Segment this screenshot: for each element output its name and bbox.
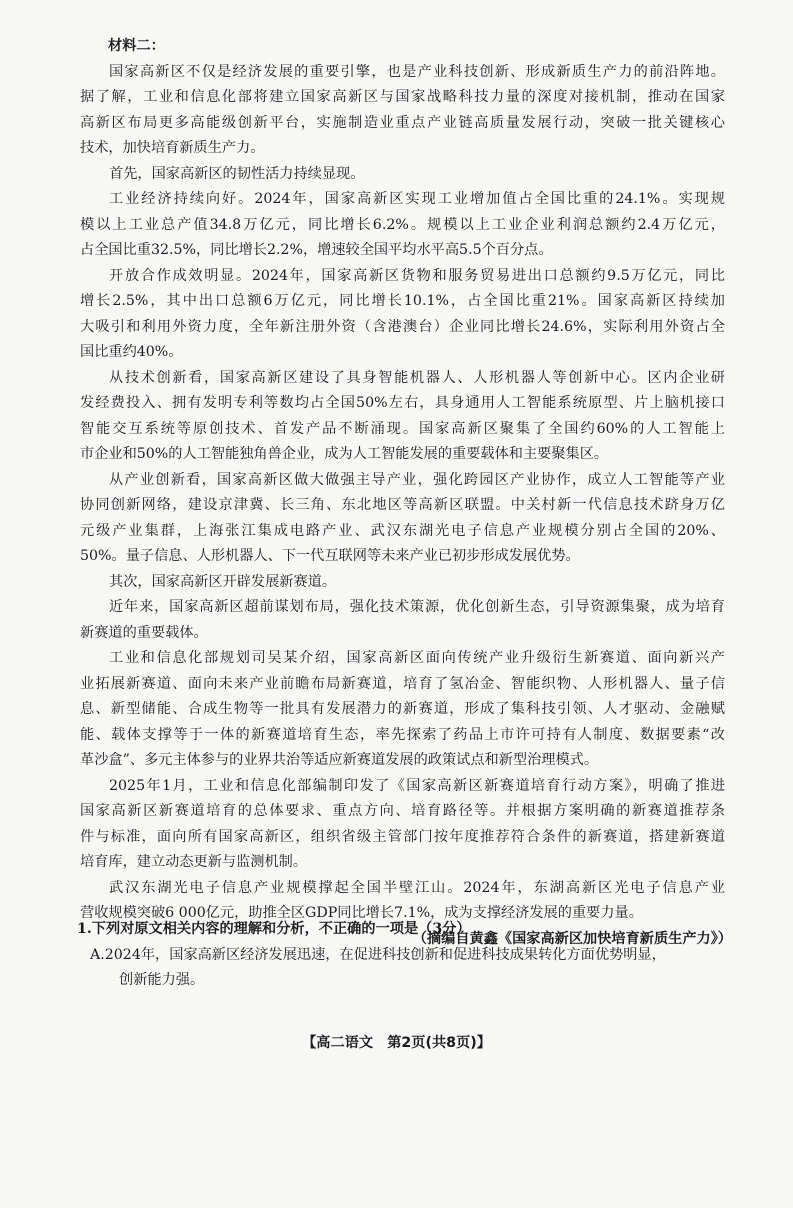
- text-line: 占全国比重32.5%，同比增长2.2%，增速较全国平均水平高5.5个百分点。: [80, 242, 553, 258]
- text-line: 大吸引和利用外资力度，全年新注册外资（含港澳台）企业同比增长24.6%，实际利用外资占全: [80, 318, 725, 335]
- page-footer: 【高二语文 第2页(共8页)】: [302, 1035, 491, 1051]
- text-line: 协同创新网络，建设京津冀、长三角、东北地区等高新区联盟。中关村新一代信息技术跻身万亿: [80, 497, 725, 513]
- text-line: 发经费投入、拥有发明专利等数均占全国50%左右，具身通用人工智能系统原型、片上脑机接口: [80, 395, 725, 411]
- text-line: 开放合作成效明显。2024年，国家高新区货物和服务贸易进出口总额约9.5万亿元，同比: [109, 267, 725, 284]
- text-line: 营收规模突破6 000亿元，助推全区GDP同比增长7.1%，成为支撑经济发展的重要力量。: [80, 905, 643, 921]
- option-a: A.2024年，国家高新区经济发展迅速，在促进科技创新和促进科技成果转化方面优势明显，: [90, 946, 666, 963]
- text-line: 培育库，建立动态更新与监测机制。: [80, 854, 308, 870]
- text-line: 业拓展新赛道、面向未来产业前瞻布局新赛道，培育了氢冶金、智能织物、人形机器人、量子信: [80, 675, 725, 692]
- source-citation: （摘编自黄鑫《国家高新区加快培育新质生产力》）: [412, 930, 732, 947]
- paragraph: [80, 60, 725, 162]
- text-line: 高新区布局更多高能级创新平台，实施制造业重点产业链高质量发展行动，突破一批关键核心: [80, 114, 725, 131]
- text-line: 据了解，工业和信息化部将建立国家高新区与国家战略科技力量的深度对接机制，推动在国家: [80, 89, 725, 105]
- text-line: 元级产业集群，上海张江集成电路产业、武汉东湖光电子信息产业规模分别占全国的20%、: [80, 522, 725, 539]
- paragraph: [80, 366, 725, 468]
- text-line: 智能交互系统等原创技术、首发产品不断涌现。国家高新区聚集了全国约60%的人工智能上: [80, 420, 725, 437]
- text-line: 50%。量子信息、人形机器人、下一代互联网等未来产业已初步形成发展优势。: [80, 548, 580, 564]
- question-1: [77, 917, 740, 994]
- text-line: 新赛道的重要载体。: [80, 624, 208, 641]
- text-line: 从产业创新看，国家高新区做大做强主导产业，强化跨园区产业协作，成立人工智能等产业: [109, 471, 725, 488]
- text-line: 国比重约40%。: [80, 344, 183, 360]
- text-line: 能、载体支撑等于一体的新赛道培育生态，率先探索了药品上市许可持有人制度、数据要素“改: [80, 726, 725, 743]
- text-line: 国家高新区新赛道培育的总体要求、重点方向、培育路径等。并根据方案明确的新赛道推荐条: [80, 803, 725, 819]
- text-line: 革沙盒”、多元主体参与的业界共治等适应新赛道发展的政策试点和新型治理模式。: [80, 752, 599, 768]
- text-line: 增长2.5%，其中出口总额6万亿元，同比增长10.1%，占全国比重21%。国家高新区持续加: [80, 293, 725, 309]
- text-line: 件与标准，面向所有国家高新区，组织省级主管部门按年度推荐符合条件的新赛道，搭建新赛道: [80, 828, 725, 845]
- paragraph: [80, 595, 725, 646]
- paragraph-list: [80, 60, 725, 927]
- paragraph: [80, 162, 725, 188]
- question-stem: 1.下列对原文相关内容的理解和分析，不正确的一项是（3分）: [77, 921, 471, 937]
- text-line: 近年来，国家高新区超前谋划布局，强化技术策源，优化创新生态，引导资源集聚，成为培育: [109, 599, 725, 615]
- text-line: 其次，国家高新区开辟发展新赛道。: [109, 573, 337, 590]
- paragraph: [80, 264, 725, 366]
- option-a-continuation: 创新能力强。: [119, 972, 205, 988]
- text-line: 武汉东湖光电子信息产业规模撑起全国半壁江山。2024年，东湖高新区光电子信息产业: [109, 879, 725, 896]
- text-line: 工业经济持续向好。2024年，国家高新区实现工业增加值占全国比重的24.1%。实现规: [109, 191, 725, 207]
- text-line: 工业和信息化部规划司吴某介绍，国家高新区面向传统产业升级衍生新赛道、面向新兴产: [109, 650, 725, 666]
- paragraph: [80, 646, 725, 774]
- text-line: 首先，国家高新区的韧性活力持续显现。: [109, 165, 365, 182]
- text-line: 息、新型储能、合成生物等一批具有发展潜力的新赛道，形成了集科技引领、人才驱动、金融赋: [80, 701, 725, 717]
- text-line: 从技术创新看，国家高新区建设了具身智能机器人、人形机器人等创新中心。区内企业研: [109, 369, 725, 386]
- text-line: 模以上工业总产值34.8万亿元，同比增长6.2%。规模以上工业企业利润总额约2.4万亿元，: [80, 216, 725, 233]
- text-line: 市企业和50%的人工智能独角兽企业，成为人工智能发展的重要载体和主要聚集区。: [80, 446, 609, 462]
- passage: [80, 34, 732, 952]
- text-line: 技术，加快培育新质生产力。: [80, 140, 265, 156]
- paragraph: [80, 468, 725, 570]
- paragraph: [80, 774, 725, 876]
- material-heading: 材料二：: [108, 38, 165, 54]
- paragraph: [80, 187, 725, 264]
- paragraph: [80, 570, 725, 596]
- text-line: 2025年1月，工业和信息化部编制印发了《国家高新区新赛道培育行动方案》，明确了推进: [109, 777, 725, 794]
- text-line: 国家高新区不仅是经济发展的重要引擎，也是产业科技创新、形成新质生产力的前沿阵地。: [109, 63, 725, 80]
